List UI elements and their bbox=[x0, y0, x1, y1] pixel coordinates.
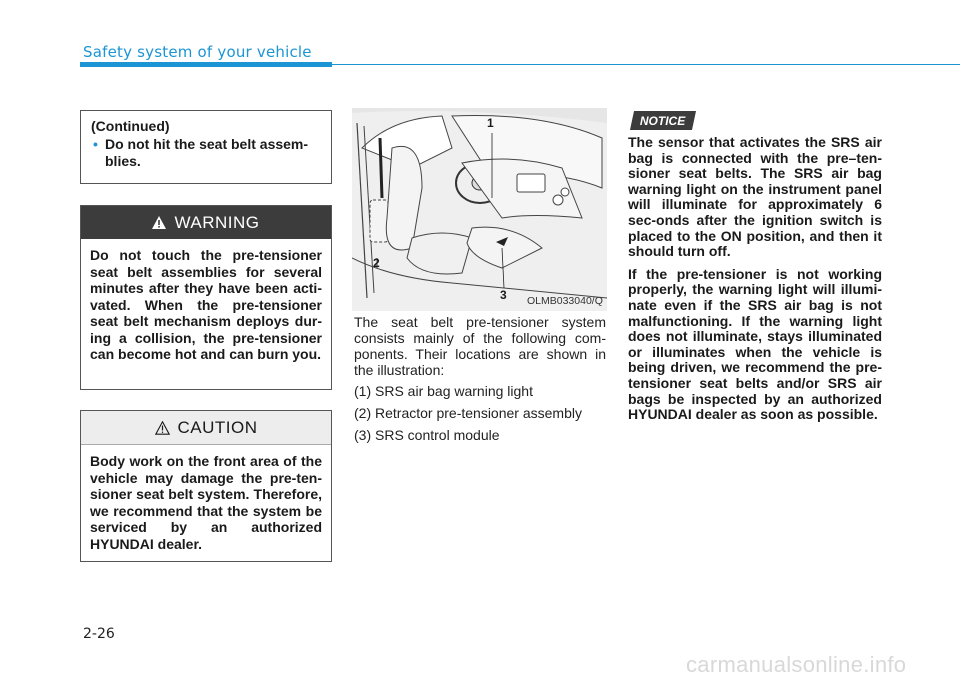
warning-banner bbox=[81, 206, 331, 239]
car-interior-illustration bbox=[352, 108, 607, 311]
illustration-drawing bbox=[352, 108, 607, 311]
figure-code: OLMB033040/Q bbox=[527, 295, 603, 307]
component-item: (3) SRS control module bbox=[354, 427, 500, 443]
notice-text bbox=[628, 135, 882, 430]
watermark: carmanualsonline.info bbox=[686, 652, 907, 677]
warning-icon bbox=[152, 216, 166, 229]
callout-1: 1 bbox=[487, 116, 494, 130]
warning-text: Do not touch the pre-tensioner seat belt assemblies for several minutes after they have been acti-vated. When the pre-tensioner seat belt mechanism deploys dur-ing a collision, the pre-tensioner can become hot and can burn you. bbox=[90, 247, 322, 362]
header-rule bbox=[332, 64, 960, 65]
callout-2: 2 bbox=[373, 256, 380, 270]
caution-icon bbox=[155, 421, 170, 435]
caution-text: Body work on the front area of the vehicle may damage the pre-ten-sioner seat belt system. Therefore, we recommend that the system be serviced by an authorized HYUNDAI dealer. bbox=[90, 453, 322, 552]
caution-label: CAUTION bbox=[177, 417, 258, 437]
notice-tag bbox=[630, 111, 696, 130]
section-title: Safety system of your vehicle bbox=[83, 43, 312, 61]
continued-heading: (Continued) bbox=[91, 118, 170, 134]
callout-3: 3 bbox=[500, 288, 507, 302]
notice-label: NOTICE bbox=[640, 113, 686, 128]
notice-paragraph-1: The sensor that activates the SRS air bag is connected with the pre–ten-sioner seat belts. The SRS air bag warning light on the instrument panel will illuminate for approximately 6 sec-onds after the ignition switch is placed to the ON position, and then it should turn off. bbox=[628, 134, 882, 260]
components-text bbox=[354, 314, 606, 449]
continued-bullet: • Do not hit the seat belt assem-blies. bbox=[105, 136, 321, 169]
components-intro: The seat belt pre-tensioner system consists mainly of the following com-ponents. Their locations are shown in the illustration: bbox=[354, 314, 606, 378]
header-accent-bar bbox=[80, 62, 332, 67]
warning-box bbox=[80, 205, 332, 390]
page-number: 2-26 bbox=[83, 626, 115, 642]
component-item: (2) Retractor pre-tensioner assembly bbox=[354, 405, 582, 421]
continued-list bbox=[91, 136, 321, 169]
caution-box bbox=[80, 410, 332, 562]
warning-label: WARNING bbox=[174, 212, 260, 232]
component-item: (1) SRS air bag warning light bbox=[354, 383, 533, 399]
continued-box bbox=[80, 110, 332, 184]
notice-paragraph-2: If the pre-tensioner is not working properly, the warning light will illumi-nate even if the SRS air bag is not malfunctioning. If the warning light does not illuminate, stays illuminated or illuminates when the vehicle is being driven, we recommend the pre-tensioner seat belts and/or SRS air bags be inspected by an authorized HYUNDAI dealer as soon as possible. bbox=[628, 265, 882, 423]
caution-banner bbox=[81, 411, 331, 445]
